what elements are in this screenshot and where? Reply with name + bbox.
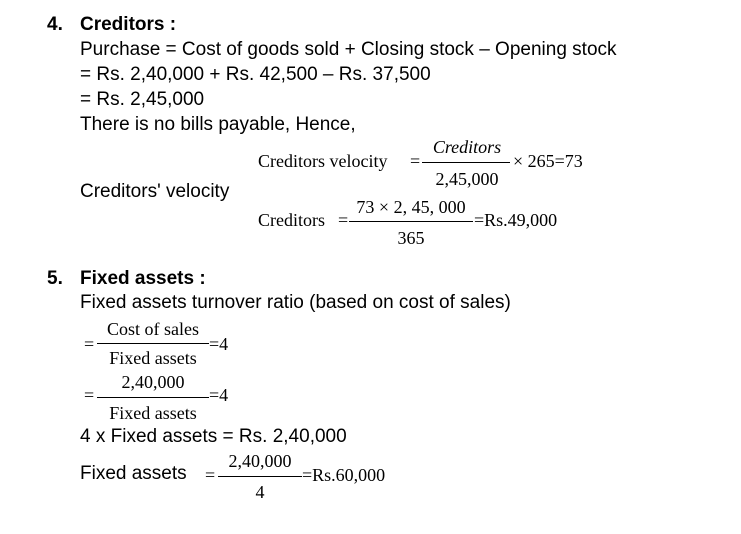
section-4-number: 4. [47,14,63,35]
creditors-velocity-lhs: Creditors velocity [258,151,388,171]
fixed-assets-fraction-bar [218,476,302,477]
fixed-assets-numerator: 2,40,000 [228,451,292,471]
creditors-velocity-label: Creditors' velocity [80,181,230,202]
creditors-velocity-denominator: 2,45,000 [435,169,499,189]
creditors-velocity-fraction-bar [422,162,510,163]
creditors-result: =Rs.49,000 [474,210,558,230]
creditors-fraction-bar [349,221,473,222]
creditors-velocity-numerator: Creditors [432,137,502,157]
creditors-numerator: 73 × 2, 45, 000 [356,197,466,217]
frac2-denominator: Fixed assets [109,403,197,423]
creditors-lhs: Creditors [258,210,325,230]
frac1-equals: = [84,334,95,354]
creditors-denominator: 365 [397,228,425,248]
section-4-heading: Creditors : [80,14,177,35]
frac2-fraction-bar [97,397,209,398]
frac1-result: =4 [209,334,229,354]
purchase-substitution-line: = Rs. 2,40,000 + Rs. 42,500 – Rs. 37,500 [80,64,431,85]
purchase-result-line: = Rs. 2,45,000 [80,89,205,110]
fixed-assets-equals: = [205,465,216,485]
fixed-assets-denominator: 4 [255,482,265,502]
fixed-assets-result: =Rs.60,000 [302,465,386,485]
frac1-fraction-bar [97,343,209,344]
section-5-heading: Fixed assets : [80,268,206,289]
fixed-assets-turnover-line: Fixed assets turnover ratio (based on cost of sales) [80,292,511,313]
creditors-equals: = [338,210,349,230]
creditors-velocity-tail: × 265=73 [513,151,583,171]
four-times-fixed-assets-line: 4 x Fixed assets = Rs. 2,40,000 [80,426,347,447]
purchase-formula-line: Purchase = Cost of goods sold + Closing stock – Opening stock [80,39,617,60]
frac1-denominator: Fixed assets [109,348,197,368]
frac2-equals: = [84,385,95,405]
section-5-number: 5. [47,268,63,289]
frac2-numerator: 2,40,000 [121,372,185,392]
fixed-assets-label: Fixed assets [80,463,187,484]
frac2-result: =4 [209,385,229,405]
frac1-numerator: Cost of sales [107,319,199,339]
creditors-velocity-equals: = [410,151,421,171]
no-bills-payable-line: There is no bills payable, Hence, [80,114,356,135]
